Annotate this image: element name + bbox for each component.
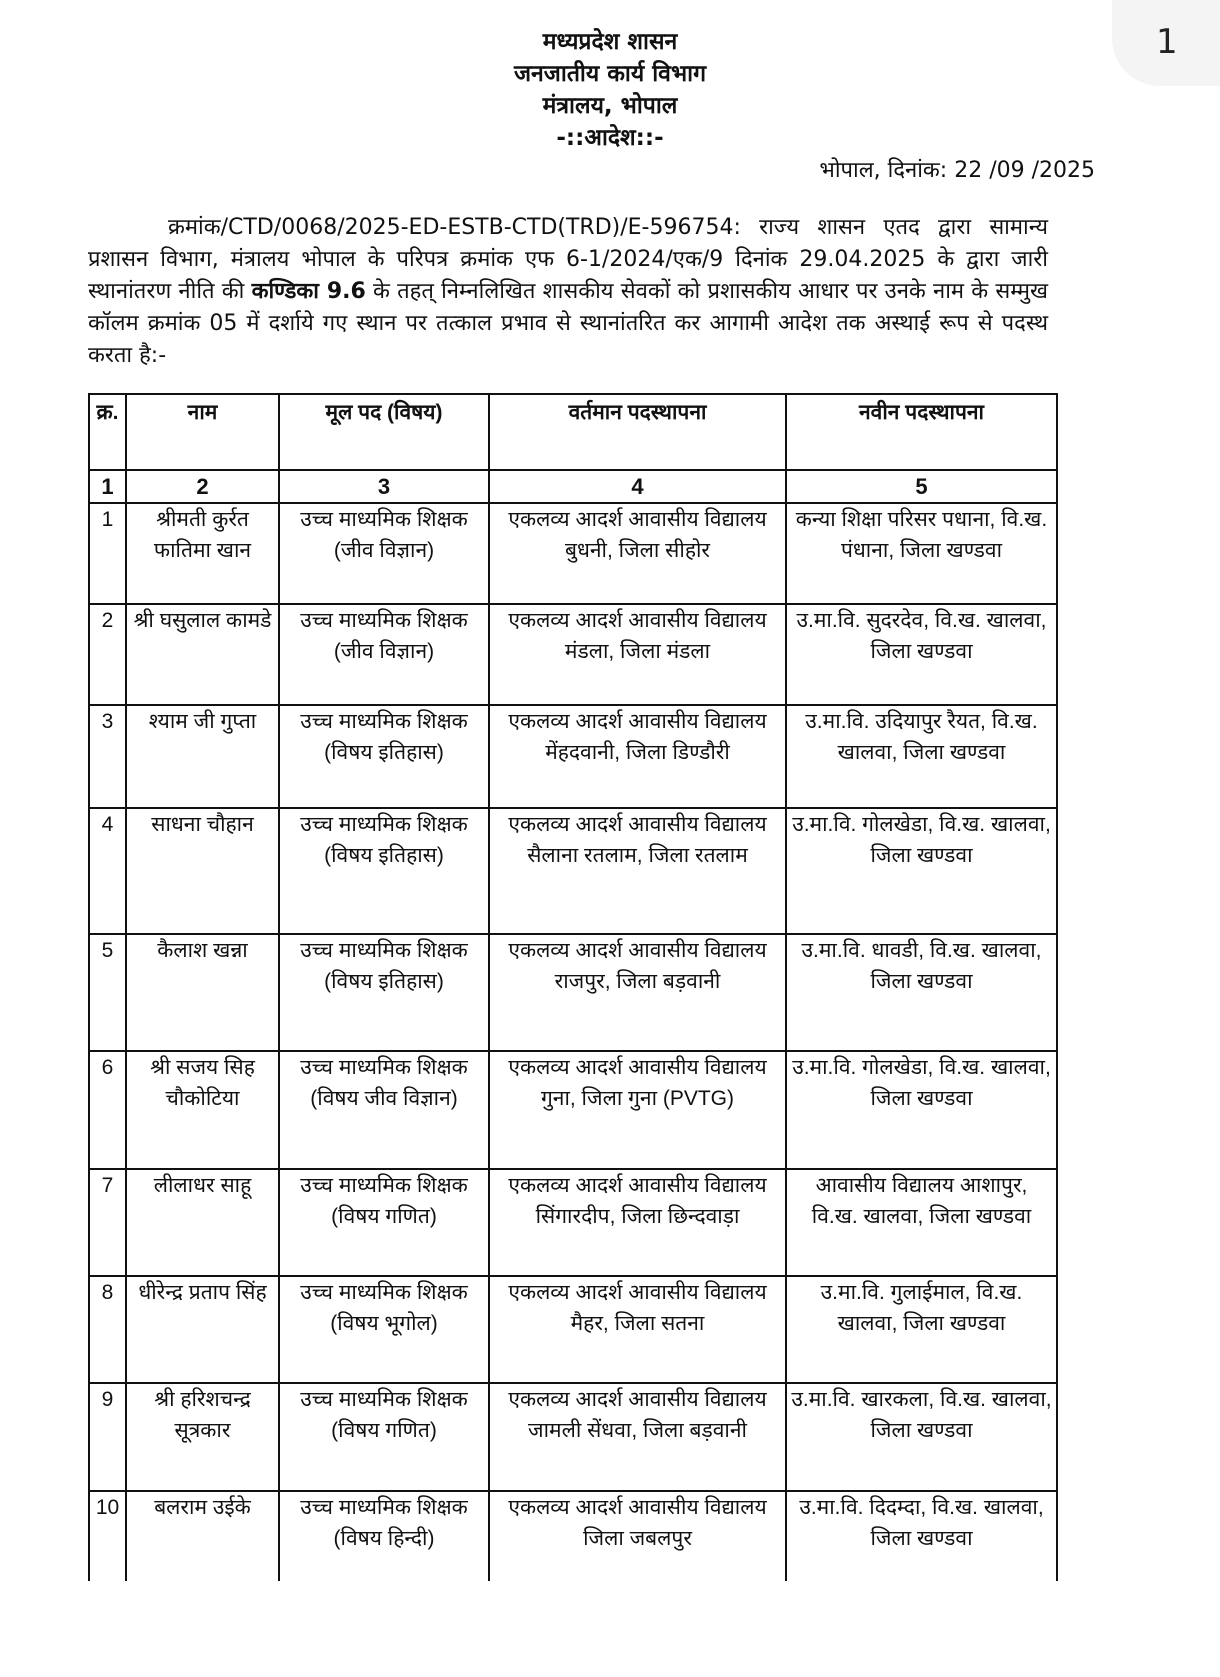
- new-posting-cell: उ.मा.वि. सुदरदेव, वि.ख. खालवा, जिला खण्डवा: [786, 604, 1057, 705]
- heading-government: मध्यप्रदेश शासन: [542, 29, 678, 55]
- transfer-table: [88, 393, 1058, 1581]
- post-cell: उच्च माध्यमिक शिक्षक (जीव विज्ञान): [279, 604, 489, 705]
- new-posting-cell: आवासीय विद्यालय आशापुर, वि.ख. खालवा, जिला खण्डवा: [786, 1169, 1057, 1276]
- current-posting-cell: एकलव्य आदर्श आवासीय विद्यालय मेंहदवानी, जिला डिण्डौरी: [489, 705, 786, 808]
- paragraph-part1: क्रमांक/CTD/0068/2025-ED-ESTB-CTD(TRD)/E-596754: राज्य शासन एतद द्वारा सामान्य प्रशासन विभाग, मंत्रालय भोपाल के परिपत्र क्रमांक एफ 6-1/2024/एक/9 दिनांक 29.04.2025 के द्वारा जारी स्थानांतरण नीति की: [88, 215, 1048, 304]
- name-cell: धीरेन्द्र प्रताप सिंह: [126, 1276, 279, 1383]
- table-row: [89, 1051, 1057, 1169]
- heading-department: जनजातीय कार्य विभाग: [513, 61, 707, 87]
- serial-number-cell: 9: [89, 1383, 126, 1491]
- post-cell: उच्च माध्यमिक शिक्षक (विषय हिन्दी): [279, 1491, 489, 1581]
- table-row: [89, 808, 1057, 934]
- name-cell: श्रीमती कुर्रत फातिमा खान: [126, 503, 279, 604]
- new-posting-cell: उ.मा.वि. उदियापुर रैयत, वि.ख. खालवा, जिला खण्डवा: [786, 705, 1057, 808]
- serial-number-cell: 7: [89, 1169, 126, 1276]
- header-current-posting: वर्तमान पदस्थापना: [489, 394, 786, 470]
- table-row: [89, 604, 1057, 705]
- page-number: 1: [1156, 22, 1178, 62]
- current-posting-cell: एकलव्य आदर्श आवासीय विद्यालय बुधनी, जिला सीहोर: [489, 503, 786, 604]
- serial-number-cell: 2: [89, 604, 126, 705]
- serial-number-cell: 8: [89, 1276, 126, 1383]
- serial-number-cell: 3: [89, 705, 126, 808]
- new-posting-cell: उ.मा.वि. धावडी, वि.ख. खालवा, जिला खण्डवा: [786, 934, 1057, 1051]
- current-posting-cell: एकलव्य आदर्श आवासीय विद्यालय सैलाना रतलाम, जिला रतलाम: [489, 808, 786, 934]
- serial-number-cell: 10: [89, 1491, 126, 1581]
- new-posting-cell: उ.मा.वि. गोलखेडा, वि.ख. खालवा, जिला खण्डवा: [786, 1051, 1057, 1169]
- post-cell: उच्च माध्यमिक शिक्षक (विषय गणित): [279, 1383, 489, 1491]
- name-cell: कैलाश खन्ना: [126, 934, 279, 1051]
- serial-number-cell: 5: [89, 934, 126, 1051]
- name-cell: श्री घसुलाल कामडे: [126, 604, 279, 705]
- name-cell: श्याम जी गुप्ता: [126, 705, 279, 808]
- post-cell: उच्च माध्यमिक शिक्षक (विषय भूगोल): [279, 1276, 489, 1383]
- table-row: [89, 705, 1057, 808]
- post-cell: उच्च माध्यमिक शिक्षक (विषय इतिहास): [279, 808, 489, 934]
- name-cell: लीलाधर साहू: [126, 1169, 279, 1276]
- table-row: [89, 1169, 1057, 1276]
- new-posting-cell: उ.मा.वि. खारकला, वि.ख. खालवा, जिला खण्डवा: [786, 1383, 1057, 1491]
- current-posting-cell: एकलव्य आदर्श आवासीय विद्यालय जामली सेंधवा, जिला बड़वानी: [489, 1383, 786, 1491]
- current-posting-cell: एकलव्य आदर्श आवासीय विद्यालय गुना, जिला गुना (PVTG): [489, 1051, 786, 1169]
- name-cell: बलराम उईके: [126, 1491, 279, 1581]
- column-number: 5: [786, 470, 1057, 503]
- name-cell: श्री सजय सिह चौकोटिया: [126, 1051, 279, 1169]
- header-sn: क्र.: [89, 394, 126, 470]
- table-row: [89, 934, 1057, 1051]
- paragraph-bold-clause: कण्डिका 9.6: [251, 279, 366, 304]
- current-posting-cell: एकलव्य आदर्श आवासीय विद्यालय मैहर, जिला सतना: [489, 1276, 786, 1383]
- table-header-row: [89, 394, 1057, 470]
- current-posting-cell: एकलव्य आदर्श आवासीय विद्यालय मंडला, जिला मंडला: [489, 604, 786, 705]
- post-cell: उच्च माध्यमिक शिक्षक (विषय गणित): [279, 1169, 489, 1276]
- current-posting-cell: एकलव्य आदर्श आवासीय विद्यालय सिंगारदीप, जिला छिन्दवाड़ा: [489, 1169, 786, 1276]
- table-row: [89, 1276, 1057, 1383]
- serial-number-cell: 6: [89, 1051, 126, 1169]
- table-row: [89, 503, 1057, 604]
- table-row: [89, 1491, 1057, 1581]
- header-name: नाम: [126, 394, 279, 470]
- post-cell: उच्च माध्यमिक शिक्षक (जीव विज्ञान): [279, 503, 489, 604]
- document-heading: [0, 26, 1220, 154]
- column-number-row: [89, 470, 1057, 503]
- header-post: मूल पद (विषय): [279, 394, 489, 470]
- name-cell: साधना चौहान: [126, 808, 279, 934]
- new-posting-cell: उ.मा.वि. दिदम्दा, वि.ख. खालवा, जिला खण्डवा: [786, 1491, 1057, 1581]
- column-number: 1: [89, 470, 126, 503]
- current-posting-cell: एकलव्य आदर्श आवासीय विद्यालय जिला जबलपुर: [489, 1491, 786, 1581]
- new-posting-cell: उ.मा.वि. गुलाईमाल, वि.ख. खालवा, जिला खण्डवा: [786, 1276, 1057, 1383]
- paragraph-part2: के तहत् निम्नलिखित शासकीय सेवकों को प्रशासकीय आधार पर उनके नाम के सम्मुख कॉलम क्रमांक 05 में दर्शाये गए स्थान पर तत्काल प्रभाव से स्थानांतरित कर आगामी आदेश तक अस्थाई रूप से पदस्थ करता है:-: [88, 279, 1048, 368]
- name-cell: श्री हरिशचन्द्र सूत्रकार: [126, 1383, 279, 1491]
- current-posting-cell: एकलव्य आदर्श आवासीय विद्यालय राजपुर, जिला बड़वानी: [489, 934, 786, 1051]
- column-number: 4: [489, 470, 786, 503]
- new-posting-cell: उ.मा.वि. गोलखेडा, वि.ख. खालवा, जिला खण्डवा: [786, 808, 1057, 934]
- post-cell: उच्च माध्यमिक शिक्षक (विषय इतिहास): [279, 705, 489, 808]
- column-number: 2: [126, 470, 279, 503]
- header-new-posting: नवीन पदस्थापना: [786, 394, 1057, 470]
- new-posting-cell: कन्या शिक्षा परिसर पधाना, वि.ख. पंधाना, जिला खण्डवा: [786, 503, 1057, 604]
- post-cell: उच्च माध्यमिक शिक्षक (विषय इतिहास): [279, 934, 489, 1051]
- heading-order: -::आदेश::-: [556, 125, 664, 151]
- post-cell: उच्च माध्यमिक शिक्षक (विषय जीव विज्ञान): [279, 1051, 489, 1169]
- serial-number-cell: 4: [89, 808, 126, 934]
- heading-ministry: मंत्रालय, भोपाल: [542, 93, 678, 119]
- column-number: 3: [279, 470, 489, 503]
- dateline: भोपाल, दिनांक: 22 /09 /2025: [819, 158, 1095, 183]
- order-paragraph: [88, 212, 1048, 372]
- table-row: [89, 1383, 1057, 1491]
- serial-number-cell: 1: [89, 503, 126, 604]
